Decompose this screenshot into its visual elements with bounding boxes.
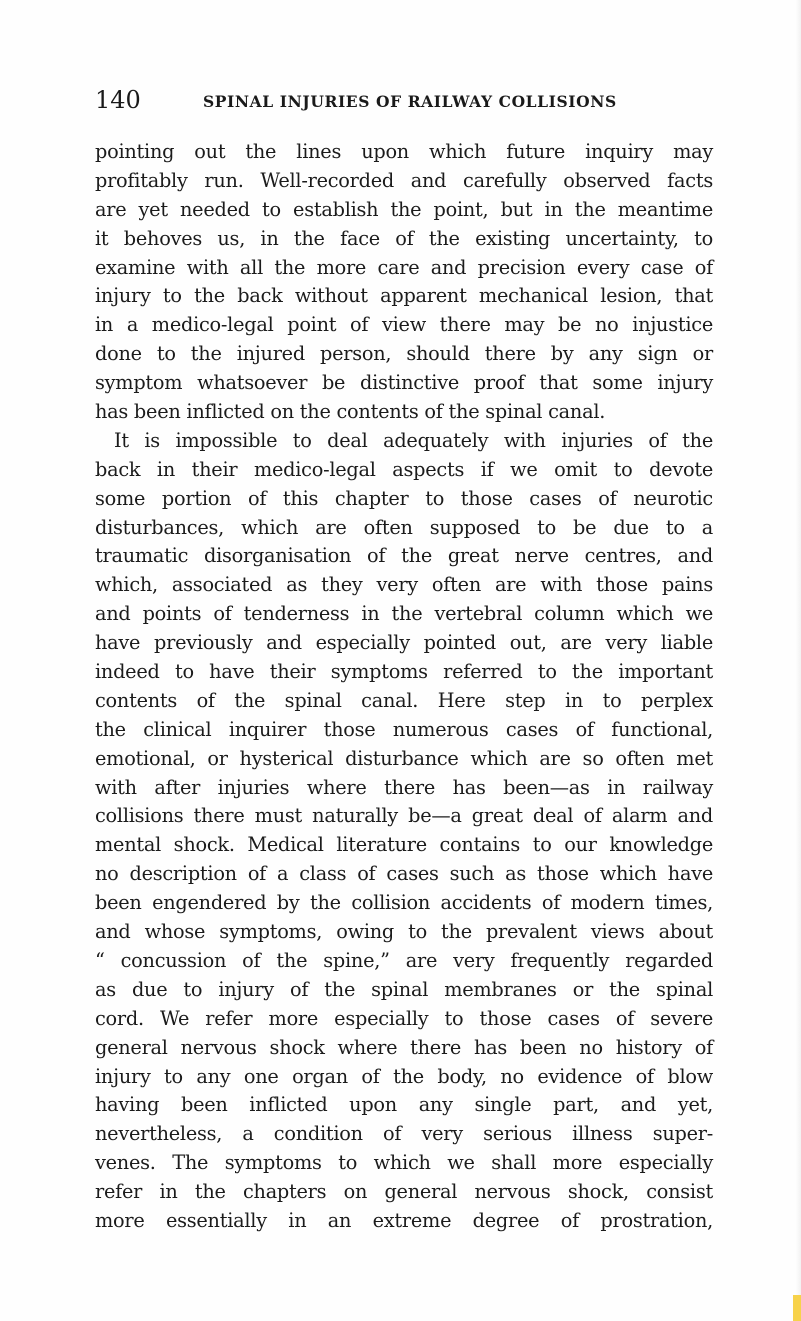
page-edge-shadow bbox=[795, 0, 801, 1321]
running-head: SPINAL INJURIES OF RAILWAY COLLISIONS bbox=[203, 92, 617, 111]
text-line: which, associated as they very often are with those pains bbox=[95, 573, 713, 597]
body-text bbox=[95, 138, 713, 1236]
text-line: contents of the spinal canal. Here step in to perplex bbox=[95, 688, 713, 712]
text-line: nevertheless, a condition of very serious illness super- bbox=[95, 1122, 713, 1146]
text-line: indeed to have their symptoms referred to the important bbox=[95, 660, 713, 684]
text-line: no description of a class of cases such as those which have bbox=[95, 862, 713, 886]
text-line: symptom whatsoever be distinctive proof that some injury bbox=[95, 371, 713, 395]
scan-corner-mark bbox=[793, 1295, 801, 1321]
text-line: has been inflicted on the contents of the spinal canal. bbox=[95, 400, 606, 424]
paragraph-1 bbox=[95, 138, 713, 427]
text-line: “ concussion of the spine,” are very frequently regarded bbox=[95, 948, 713, 972]
text-line: and whose symptoms, owing to the prevalent views about bbox=[95, 920, 713, 944]
text-line: traumatic disorganisation of the great nerve centres, and bbox=[95, 544, 713, 568]
text-line: disturbances, which are often supposed to be due to a bbox=[95, 515, 713, 539]
text-line: emotional, or hysterical disturbance which are so often met bbox=[95, 746, 713, 770]
text-line: collisions there must naturally be—a great deal of alarm and bbox=[95, 804, 713, 828]
text-line: back in their medico-legal aspects if we omit to devote bbox=[95, 457, 713, 481]
text-line: pointing out the lines upon which future inquiry may bbox=[95, 140, 713, 163]
text-line: done to the injured person, should there by any sign or bbox=[95, 342, 713, 366]
text-line: with after injuries where there has been—as in railway bbox=[95, 775, 713, 799]
text-line: in a medico-legal point of view there may be no injustice bbox=[95, 313, 713, 337]
text-line: having been inflicted upon any single part, and yet, bbox=[95, 1093, 713, 1117]
page-number: 140 bbox=[95, 86, 141, 114]
text-line: more essentially in an extreme degree of prostration, bbox=[95, 1208, 713, 1232]
text-line: refer in the chapters on general nervous shock, consist bbox=[95, 1180, 713, 1204]
text-line: the clinical inquirer those numerous cases of functional, bbox=[95, 717, 713, 741]
text-line: are yet needed to establish the point, but in the meantime bbox=[95, 197, 713, 221]
text-line: some portion of this chapter to those cases of neurotic bbox=[95, 486, 713, 510]
text-line: and points of tenderness in the vertebral column which we bbox=[95, 602, 713, 626]
text-line: have previously and especially pointed out, are very liable bbox=[95, 631, 713, 655]
text-line: general nervous shock where there has been no history of bbox=[95, 1035, 713, 1059]
text-line: cord. We refer more especially to those cases of severe bbox=[95, 1006, 713, 1030]
text-line: injury to any one organ of the body, no evidence of blow bbox=[95, 1064, 713, 1088]
text-line: injury to the back without apparent mechanical lesion, that bbox=[95, 284, 713, 308]
text-line: examine with all the more care and precision every case of bbox=[95, 255, 713, 279]
paragraph-2 bbox=[95, 427, 713, 1236]
page-header bbox=[95, 86, 715, 118]
text-line: It is impossible to deal adequately with injuries of the bbox=[114, 428, 713, 452]
text-line: as due to injury of the spinal membranes or the spinal bbox=[95, 977, 713, 1001]
text-line: been engendered by the collision accidents of modern times, bbox=[95, 891, 713, 915]
text-line: profitably run. Well-recorded and carefully observed facts bbox=[95, 168, 713, 192]
text-line: mental shock. Medical literature contains to our knowledge bbox=[95, 833, 713, 857]
text-line: venes. The symptoms to which we shall more especially bbox=[95, 1151, 713, 1175]
text-line: it behoves us, in the face of the existing uncertainty, to bbox=[95, 226, 713, 250]
